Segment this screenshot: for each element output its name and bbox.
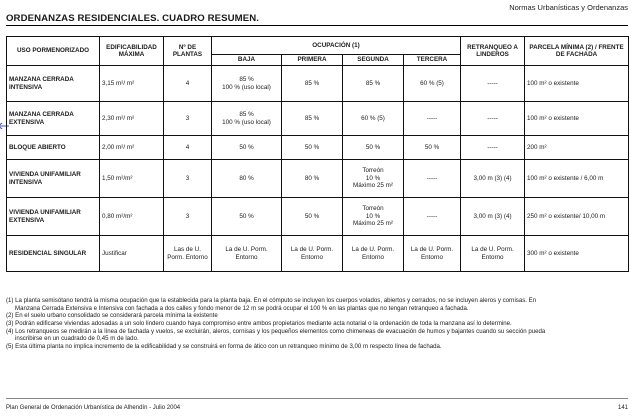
row-primera: 85 %	[282, 66, 343, 102]
summary-table	[6, 36, 629, 272]
row-edificabilidad: Justificar	[100, 236, 164, 272]
note: (3) Podrán edificarse viviendas adosadas a un solo lindero cuando haya compromiso entre ambos propietarios mediante acta notarial o la ordenación de toda la manzana así lo determine.	[6, 320, 512, 328]
row-uso: BLOQUE ABIERTO	[7, 136, 100, 160]
row-primera: 50 %	[282, 136, 343, 160]
row-primera: 85 %	[282, 102, 343, 136]
row-primera: 50 %	[282, 198, 343, 236]
row-segunda: Torreón 10 % Máximo 25 m²	[343, 198, 404, 236]
table-row	[7, 102, 629, 136]
note: Manzana Cerrada Extensiva e Intensiva con fachada a dos calles y fondo menor de 12 m se podrá ocupar el 100 % en las plantas que no tengan retranqueo a fachada.	[15, 304, 469, 312]
title-divider	[6, 25, 628, 26]
row-edificabilidad: 2,00 m²/ m²	[100, 136, 164, 160]
note: (4) Los retranqueos se medirán a la línea de fachada y vuelos, se excluirán, aleros, cornisas y los pequeños elementos como chimeneas de evacuación de humos y bajantes cuando su sección pueda	[6, 327, 546, 335]
table-row	[7, 198, 629, 236]
row-edificabilidad: 1,50 m²/m²	[100, 160, 164, 198]
row-uso: RESIDENCIAL SINGULAR	[7, 236, 100, 272]
row-baja: La de U. Porm. Entorno	[212, 236, 282, 272]
col-header-plantas: Nº DE PLANTAS	[164, 37, 212, 66]
row-plantas: 3	[164, 102, 212, 136]
row-primera: La de U. Porm. Entorno	[282, 236, 343, 272]
row-parcela: 200 m²	[525, 136, 629, 160]
col-header-tercera: TERCERA	[404, 55, 461, 66]
col-header-baja: BAJA	[212, 55, 282, 66]
col-header-segunda: SEGUNDA	[343, 55, 404, 66]
footer-divider	[6, 398, 628, 399]
row-parcela: 100 m² o existente / 6,00 m	[525, 160, 629, 198]
col-header-uso: USO PORMENORIZADO	[7, 37, 100, 66]
header-document-title: Normas Urbanísticas y Ordenanzas	[509, 3, 628, 12]
row-plantas: 3	[164, 198, 212, 236]
row-tercera: -----	[404, 198, 461, 236]
table-row	[7, 66, 629, 102]
note: (5) Esta última planta no implica incremento de la edificabilidad y se construirá en forma de ático con un retranqueo mínimo de 3,00 m respecto línea de fachada.	[6, 343, 442, 351]
row-plantas: 3	[164, 160, 212, 198]
row-tercera: La de U. Porm. Entorno	[404, 236, 461, 272]
row-edificabilidad: 3,15 m²/ m²	[100, 66, 164, 102]
row-parcela: 100 m² o existente	[525, 66, 629, 102]
note: (1) La planta semisótano tendrá la misma ocupación que la establecida para la planta baja. En el cómputo se incluyen los cuerpos volados, abiertos y cerrados, no se incluyen aleros y cornisas. En	[6, 297, 537, 304]
row-baja: 50 %	[212, 198, 282, 236]
row-segunda: 60 % (5)	[343, 102, 404, 136]
col-header-edificabilidad: EDIFICABILIDAD MÁXIMA	[100, 37, 164, 66]
row-baja: 80 %	[212, 160, 282, 198]
col-header-retranqueo: RETRANQUEO A LINDEROS	[461, 37, 525, 66]
row-tercera: -----	[404, 102, 461, 136]
row-parcela: 250 m² o existente/ 10,00 m	[525, 198, 629, 236]
row-tercera: 60 % (5)	[404, 66, 461, 102]
row-retranqueo: 3,00 m (3) (4)	[461, 198, 525, 236]
row-retranqueo: -----	[461, 136, 525, 160]
row-parcela: 100 m² o existente	[525, 102, 629, 136]
note: inscribirse en un cuadrado de 0,45 m de lado.	[15, 335, 139, 343]
row-retranqueo: -----	[461, 102, 525, 136]
table-row	[7, 160, 629, 198]
row-edificabilidad: 2,30 m²/ m²	[100, 102, 164, 136]
row-retranqueo: La de U. Porm. Entorno	[461, 236, 525, 272]
row-segunda: 50 %	[343, 136, 404, 160]
row-uso: VIVIENDA UNIFAMILIAR INTENSIVA	[7, 160, 100, 198]
note: (2) En el suelo urbano consolidado se considerará parcela mínima la existente	[6, 312, 218, 320]
table-row	[7, 136, 629, 160]
row-parcela: 300 m² o existente	[525, 236, 629, 272]
row-tercera: 50 %	[404, 136, 461, 160]
row-baja: 85 % 100 % (uso local)	[212, 66, 282, 102]
row-uso: VIVIENDA UNIFAMILIAR EXTENSIVA	[7, 198, 100, 236]
row-retranqueo: -----	[461, 66, 525, 102]
row-edificabilidad: 0,80 m²/m²	[100, 198, 164, 236]
footnotes	[6, 297, 632, 351]
row-plantas: 4	[164, 66, 212, 102]
row-retranqueo: 3,00 m (3) (4)	[461, 160, 525, 198]
row-plantas: 4	[164, 136, 212, 160]
table-row	[7, 236, 629, 272]
row-uso: MANZANA CERRADA EXTENSIVA	[7, 102, 100, 136]
footer-document-name: Plan General de Ordenación Urbanística de Alhendín - Julio 2004	[6, 405, 181, 411]
row-segunda: Torreón 10 % Máximo 25 m²	[343, 160, 404, 198]
page-number: 141	[617, 405, 628, 411]
row-primera: 80 %	[282, 160, 343, 198]
col-header-ocupacion: OCUPACIÓN (1)	[212, 37, 461, 55]
row-baja: 85 % 100 % (uso local)	[212, 102, 282, 136]
row-tercera: -----	[404, 160, 461, 198]
row-plantas: Las de U. Porm. Entorno	[164, 236, 212, 272]
page-title: ORDENANZAS RESIDENCIALES. CUADRO RESUMEN.	[6, 13, 260, 24]
col-header-parcela: PARCELA MÍNIMA (2) / FRENTE DE FACHADA	[525, 37, 629, 66]
row-segunda: La de U. Porm. Entorno	[343, 236, 404, 272]
col-header-primera: PRIMERA	[282, 55, 343, 66]
row-uso: MANZANA CERRADA INTENSIVA	[7, 66, 100, 102]
row-segunda: 85 %	[343, 66, 404, 102]
row-baja: 50 %	[212, 136, 282, 160]
